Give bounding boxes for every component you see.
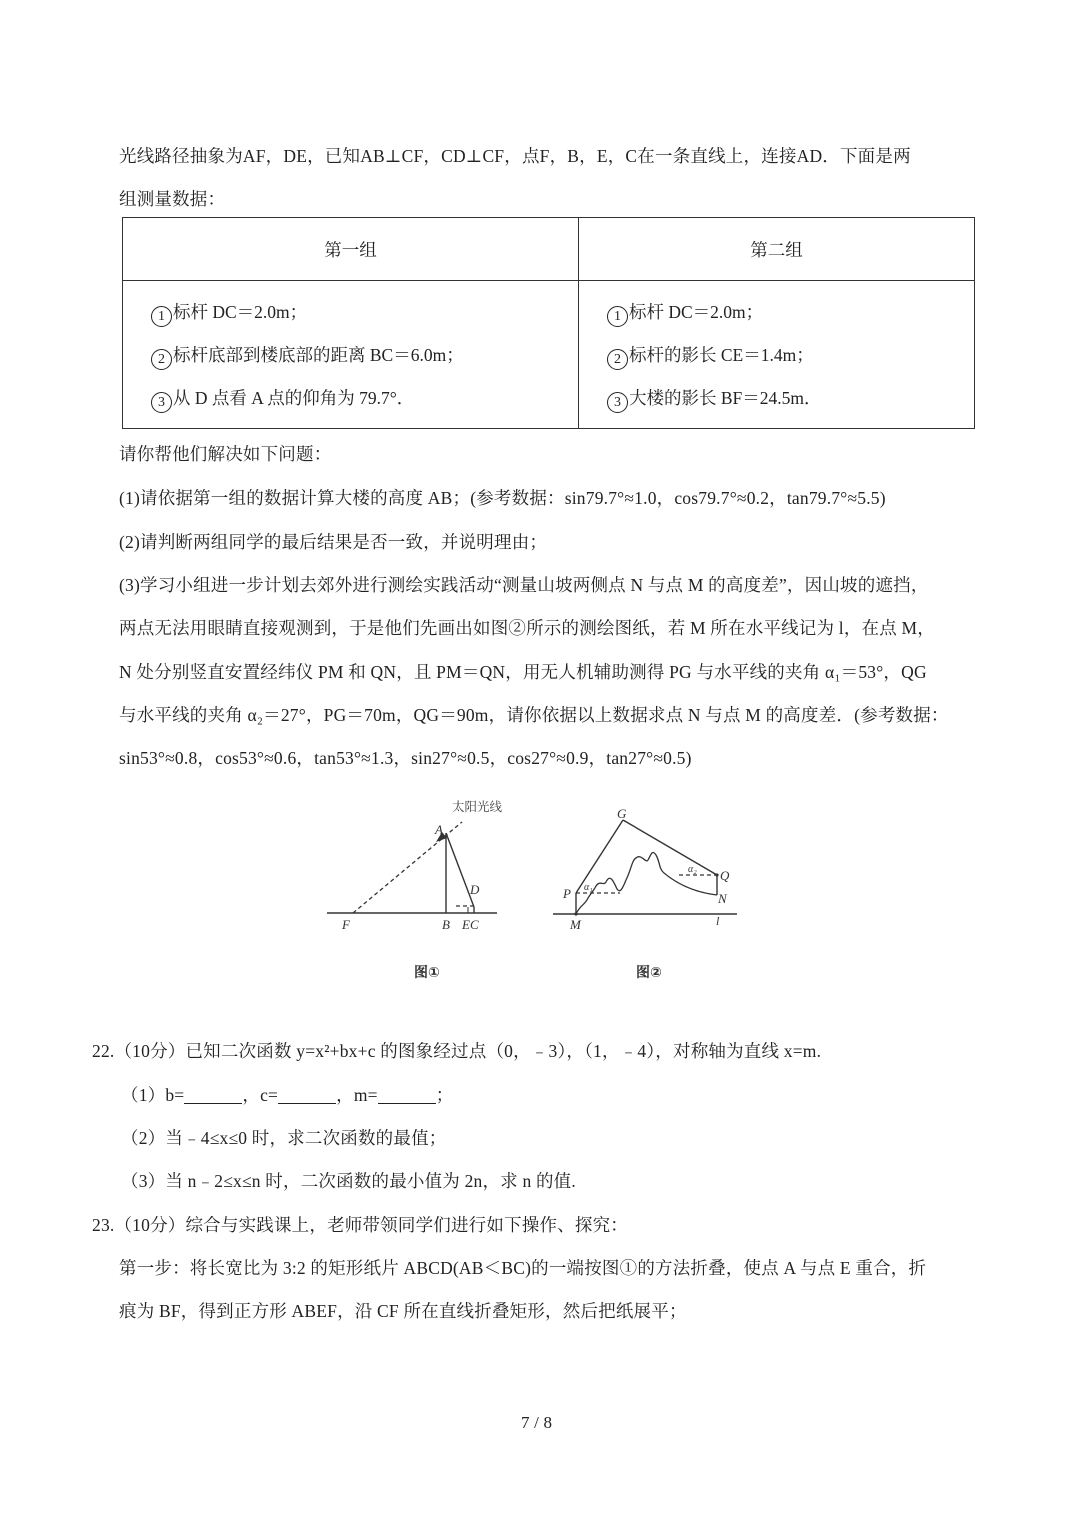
group-2-cell	[579, 281, 975, 429]
figure-1-caption: 图①	[414, 965, 440, 981]
group-1-cell	[123, 281, 579, 429]
figure-1-diagram	[320, 790, 520, 990]
label-q: Q	[720, 868, 730, 883]
answer-blank-c[interactable]	[278, 1087, 336, 1104]
q22-part-1-m-label: ，m=	[336, 1085, 378, 1105]
q22-stem: 22.（10分）已知二次函数 y=x²+bx+c 的图象经过点（0，﹣3），（1，﹣4），对称轴为直线 x=m.	[92, 1041, 822, 1061]
q23-stem: 23.（10分）综合与实践课上，老师带领同学们进行如下操作、探究：	[92, 1215, 628, 1235]
label-p: P	[563, 886, 571, 901]
label-g: G	[617, 806, 627, 821]
q22-part-2: （2）当﹣4≤x≤0 时，求二次函数的最值；	[121, 1128, 447, 1148]
label-n: N	[718, 891, 727, 906]
group-2-item	[607, 299, 974, 342]
questions-prompt: 请你帮他们解决如下问题：	[119, 444, 332, 464]
circled-number: 3	[151, 392, 172, 413]
figure-2-diagram	[545, 790, 745, 990]
label-d: D	[470, 882, 480, 897]
question-2: (2)请判断两组同学的最后结果是否一致，并说明理由；	[119, 532, 548, 552]
item-text: 从 D 点看 A 点的仰角为 79.7°．	[173, 388, 415, 408]
item-text: 标杆底部到楼底部的距离 BC＝6.0m；	[173, 345, 464, 365]
page-number: 7 / 8	[521, 1413, 553, 1432]
question-3-line-1: (3)学习小组进一步计划去郊外进行测绘实践活动“测量山坡两侧点 N 与点 M 的高度差”，因山坡的遮挡，	[119, 575, 929, 595]
label-ec: EC	[462, 917, 479, 932]
question-3-line-2: 两点无法用眼睛直接观测到，于是他们先画出如图②所示的测绘图纸，若 M 所在水平线记为 l，在点 M，	[119, 618, 935, 638]
label-m: M	[570, 917, 581, 932]
circled-number: 3	[607, 392, 628, 413]
item-text: 标杆 DC＝2.0m；	[629, 302, 764, 322]
question-3-line-5: sin53°≈0.8，cos53°≈0.6，tan53°≈1.3，sin27°≈0.5，cos27°≈0.9，tan27°≈0.5)	[119, 748, 692, 768]
label-alpha-1: α₁	[584, 882, 593, 893]
question-1: (1)请依据第一组的数据计算大楼的高度 AB；(参考数据：sin79.7°≈1.0，cos79.7°≈0.2，tan79.7°≈5.5)	[119, 488, 886, 508]
measurement-table	[122, 217, 975, 429]
table-header-group-1: 第一组	[123, 218, 579, 281]
question-3-line-4: 与水平线的夹角 α₂＝27°，PG＝70m，QG＝90m，请你依据以上数据求点 N 与点 M 的高度差．(参考数据：	[119, 705, 949, 725]
label-l: l	[716, 914, 720, 928]
answer-blank-b[interactable]	[184, 1087, 242, 1104]
group-1-item	[151, 385, 578, 428]
table-header-group-2: 第二组	[579, 218, 975, 281]
circled-number: 2	[151, 349, 172, 370]
circled-number: 1	[151, 306, 172, 327]
label-f: F	[342, 917, 350, 932]
q22-part-1-c-label: ，c=	[242, 1085, 279, 1105]
q22-part-1-b-label: （1）b=	[121, 1085, 185, 1105]
intro-line-2: 组测量数据：	[119, 189, 226, 209]
q23-step-1-line-2: 痕为 BF，得到正方形 ABEF，沿 CF 所在直线折叠矩形，然后把纸展平；	[119, 1301, 687, 1321]
item-text: 标杆 DC＝2.0m；	[173, 302, 308, 322]
question-3-line-3: N 处分别竖直安置经纬仪 PM 和 QN，且 PM＝QN，用无人机辅助测得 PG 与水平线的夹角 α₁＝53°，QG	[119, 662, 927, 682]
label-a: A	[435, 822, 443, 837]
intro-line-1: 光线路径抽象为AF，DE，已知AB⊥CF，CD⊥CF，点F，B，E，C在一条直线上，连接AD．下面是两	[119, 146, 911, 166]
sunlight-label: 太阳光线	[452, 800, 503, 814]
item-text: 标杆的影长 CE＝1.4m；	[629, 345, 814, 365]
figure-2-caption: 图②	[636, 965, 662, 981]
group-1-item	[151, 342, 578, 385]
group-2-item	[607, 342, 974, 385]
group-2-item	[607, 385, 974, 428]
answer-blank-m[interactable]	[378, 1087, 436, 1104]
group-1-item	[151, 299, 578, 342]
circled-number: 1	[607, 306, 628, 327]
label-alpha-2: α₂	[688, 864, 697, 875]
q22-part-3: （3）当 n﹣2≤x≤n 时，二次函数的最小值为 2n，求 n 的值.	[121, 1171, 576, 1191]
label-b: B	[442, 917, 450, 932]
circled-number: 2	[607, 349, 628, 370]
q22-part-1-end: ；	[435, 1085, 454, 1105]
q23-step-1-line-1: 第一步：将长宽比为 3:2 的矩形纸片 ABCD(AB＜BC)的一端按图①的方法折叠，使点 A 与点 E 重合，折	[119, 1258, 927, 1278]
q22-part-1	[121, 1082, 453, 1107]
item-text: 大楼的影长 BF＝24.5m．	[629, 388, 822, 408]
